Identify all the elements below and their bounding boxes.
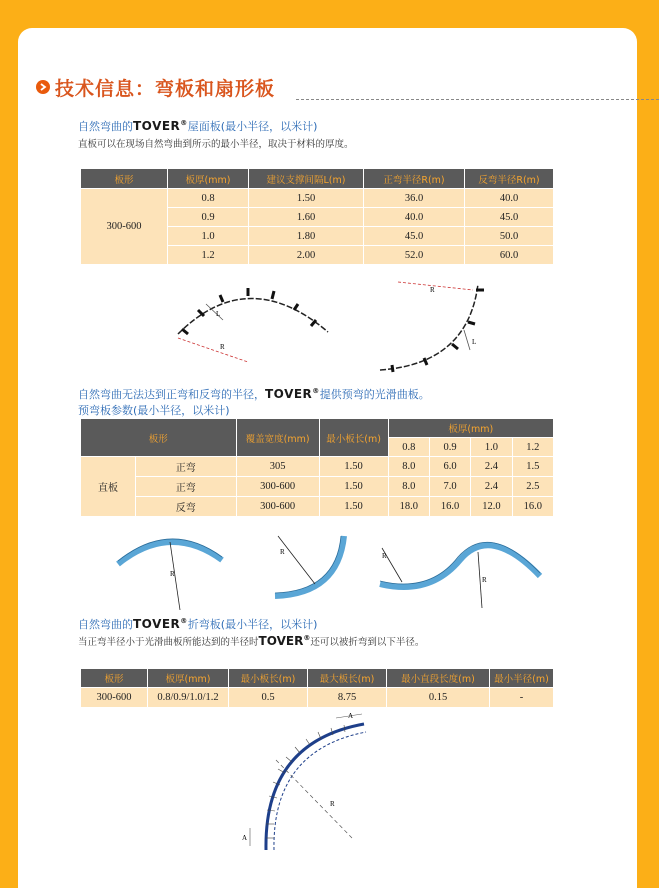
table-header: 最大板长(m) <box>308 669 387 688</box>
table-cell: 2.00 <box>249 246 364 265</box>
table-header: 板形 <box>81 669 148 688</box>
table-cell: 16.0 <box>429 497 470 517</box>
table-cell: 1.80 <box>249 227 364 246</box>
natural-bend-figure <box>168 272 508 382</box>
section1-heading: 自然弯曲的TOVER®屋面板(最小半径，以米计) <box>78 119 318 133</box>
shape-cell: 直板 <box>81 457 136 517</box>
table-cell: 300-600 <box>236 497 319 517</box>
precurved-figure <box>110 524 550 614</box>
fig-label: R <box>170 570 175 578</box>
table-cell: 1.2 <box>168 246 249 265</box>
table-header: 板厚(mm) <box>148 669 229 688</box>
table-cell: 16.0 <box>512 497 553 517</box>
table-cell: 0.9 <box>168 208 249 227</box>
table-cell: - <box>490 688 554 708</box>
section3-desc: 当正弯半径小于光滑曲板所能达到的半径时TOVER®还可以被折弯到以下半径。 <box>78 634 425 648</box>
tover-logo: TOVER® <box>258 634 311 648</box>
table-cell: 52.0 <box>364 246 465 265</box>
folded-table <box>80 668 554 708</box>
table-cell: 300-600 <box>236 477 319 497</box>
table-header: 0.9 <box>429 438 470 457</box>
precurved-table <box>80 418 554 517</box>
table-cell: 50.0 <box>465 227 554 246</box>
table-header: 板厚(mm) <box>388 419 553 438</box>
shape-cell: 300-600 <box>81 189 168 265</box>
table-cell: 1.60 <box>249 208 364 227</box>
table-cell: 正弯 <box>136 457 237 477</box>
table-cell: 8.0 <box>388 477 429 497</box>
fig-label: R <box>430 286 435 294</box>
table-cell: 1.50 <box>319 477 388 497</box>
tover-logo: TOVER® <box>133 617 188 631</box>
fig-label: L <box>216 310 221 318</box>
table-cell: 12.0 <box>471 497 512 517</box>
table-header: 板厚(mm) <box>168 169 249 189</box>
table-cell: 8.0 <box>388 457 429 477</box>
table-cell: 0.8/0.9/1.0/1.2 <box>148 688 229 708</box>
table-cell: 1.50 <box>319 497 388 517</box>
fig-label: R <box>382 552 387 560</box>
title-divider <box>296 99 659 100</box>
page-title-text: 技术信息：弯板和扇形板 <box>55 77 276 100</box>
fig-label: R <box>280 548 285 556</box>
fig-label: R <box>482 576 487 584</box>
table-cell: 300-600 <box>81 688 148 708</box>
table-cell: 40.0 <box>364 208 465 227</box>
table-cell: 7.0 <box>429 477 470 497</box>
section2-heading: 自然弯曲无法达到正弯和反弯的半径，TOVER®提供预弯的光滑曲板。 <box>78 387 430 401</box>
fig-label: A <box>348 712 354 720</box>
table-header: 正弯半径R(m) <box>364 169 465 189</box>
table-cell: 1.50 <box>249 189 364 208</box>
fig-label: R <box>330 800 335 808</box>
table-cell: 305 <box>236 457 319 477</box>
table-cell: 正弯 <box>136 477 237 497</box>
table-cell: 45.0 <box>465 208 554 227</box>
table-header: 最小板长(m) <box>319 419 388 457</box>
table-header: 覆盖宽度(mm) <box>236 419 319 457</box>
table-cell: 1.0 <box>168 227 249 246</box>
table-cell: 0.5 <box>229 688 308 708</box>
table-cell: 1.5 <box>512 457 553 477</box>
table-cell: 6.0 <box>429 457 470 477</box>
tover-logo: TOVER® <box>133 119 188 133</box>
section2-subheading: 预弯板参数(最小半径，以米计) <box>78 404 230 417</box>
table-header: 板形 <box>81 169 168 189</box>
table-header: 建议支撑间隔L(m) <box>249 169 364 189</box>
table-cell: 60.0 <box>465 246 554 265</box>
section3-heading: 自然弯曲的TOVER®折弯板(最小半径，以米计) <box>78 617 318 631</box>
table-header: 1.0 <box>471 438 512 457</box>
table-header: 板形 <box>81 419 237 457</box>
fig-label: L <box>472 338 477 346</box>
table-cell: 0.8 <box>168 189 249 208</box>
folded-figure <box>236 712 386 852</box>
table-header: 反弯半径R(m) <box>465 169 554 189</box>
section1-desc: 直板可以在现场自然弯曲到所示的最小半径，取决于材料的厚度。 <box>78 139 354 150</box>
table-cell: 36.0 <box>364 189 465 208</box>
table-cell: 1.50 <box>319 457 388 477</box>
table-header: 最小直段长度(m) <box>387 669 490 688</box>
table-header: 1.2 <box>512 438 553 457</box>
table-cell: 反弯 <box>136 497 237 517</box>
arrow-circle-icon <box>36 80 50 94</box>
table-header: 最小板长(m) <box>229 669 308 688</box>
page-title <box>36 76 275 98</box>
table-cell: 2.4 <box>471 457 512 477</box>
table-header: 0.8 <box>388 438 429 457</box>
table-cell: 45.0 <box>364 227 465 246</box>
table-cell: 0.15 <box>387 688 490 708</box>
table-cell: 2.5 <box>512 477 553 497</box>
table-cell: 2.4 <box>471 477 512 497</box>
table-cell: 18.0 <box>388 497 429 517</box>
table-header: 最小半径(m) <box>490 669 554 688</box>
fig-label: R <box>220 343 225 351</box>
fig-label: A <box>242 834 248 842</box>
bending-table <box>80 168 554 265</box>
tover-logo: TOVER® <box>265 387 320 401</box>
table-cell: 8.75 <box>308 688 387 708</box>
table-cell: 40.0 <box>465 189 554 208</box>
